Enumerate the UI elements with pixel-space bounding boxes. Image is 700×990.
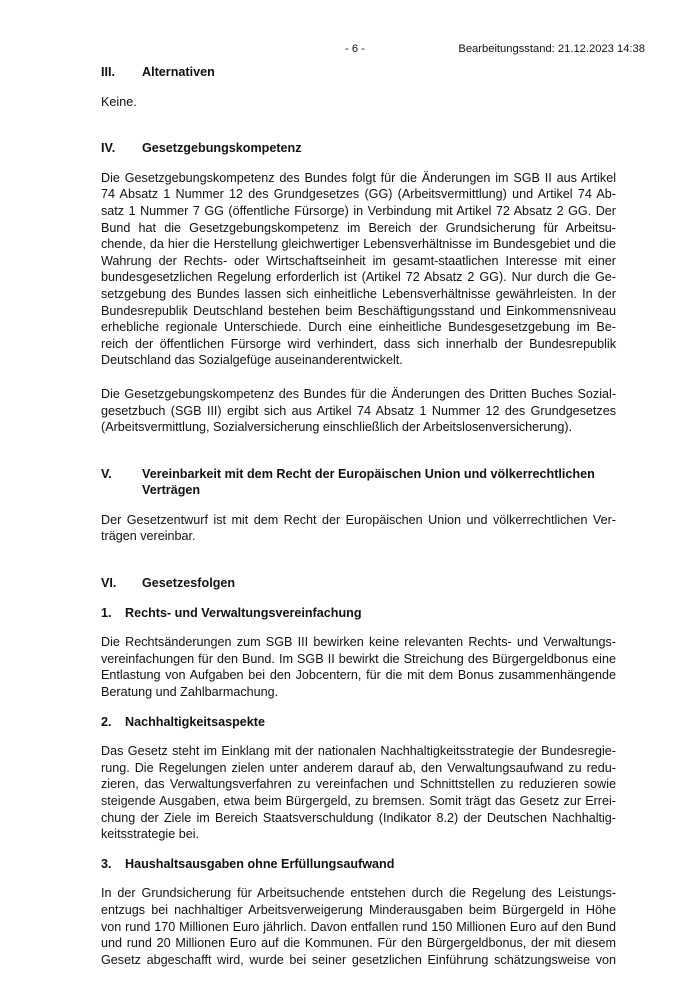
page-number: - 6 - xyxy=(345,43,365,55)
paragraph: Das Gesetz steht im Einklang mit der nationalen Nachhaltigkeitsstrategie der Bundesregie- rung. Die Regelungen zielen unter anderem darauf ab, den Verwaltungsaufwand zu redu- zieren, das Verwaltungsverfahren zu vereinfachen und Schnittstellen zu reduzieren sowie steigende Ausgaben, etwa beim Bürgergeld, zu bremsen. Somit trägt das Gesetz zur Errei- chung der Ziele im Bereich Staatsverschuldung (Indikator 8.2) der Deutschen Nachhaltig- keitsstrategie bei. xyxy=(101,744,616,842)
section-number: IV. xyxy=(101,141,116,156)
paragraph: Der Gesetzentwurf ist mit dem Recht der Europäischen Union und völkerrechtlichen Ver- trägen vereinbar. xyxy=(101,512,616,544)
edit-status: Bearbeitungsstand: 21.12.2023 14:38 xyxy=(458,43,645,55)
section-title: Alternativen xyxy=(142,65,215,79)
subsection-number: 1. xyxy=(101,605,112,620)
section-title: Gesetzgebungskompetenz xyxy=(142,141,302,156)
paragraph: Die Gesetzgebungskompetenz des Bundes folgt für die Änderungen im SGB II aus Artikel 74 Absatz 1 Nummer 12 des Grundgesetzes (GG) (Arbeitsvermittlung) und Artikel 74 Ab- satz 1 Nummer 7 GG (öffentliche Fürsorge) in Verbindung mit Artikel 72 Absatz 2 GG. Der Bund hat die Gesetzgebungskompetenz im Bereich der Grundsicherung für Arbeitsu- chende, da hier die Herstellung gleichwertiger Lebensverhältnisse im Bundesgebiet und die Wahrung der Rechts- oder Wirtschaftseinheit im gesamt-staatlichen Interesse mit einer bundesgesetzlichen Regelung erforderlich ist (Artikel 72 Absatz 2 GG). Nur durch die Ge- setzgebung des Bundes lassen sich einheitliche Lebensverhältnisse gewährleisten. In der Bundesrepublik Deutschland bestehen beim Beschäftigungsstand und Einkommensniveau erhebliche regionale Unterschiede. Durch eine einheitliche Bundesgesetzgebung im Be- reich der öffentlichen Fürsorge wird verhindert, dass sich innerhalb der Bundesrepublik Deutschland das Sozialgefüge auseinanderentwickelt. xyxy=(101,170,616,368)
subsection-heading-vereinfachung xyxy=(101,605,616,622)
page-header xyxy=(0,41,700,57)
section-heading-gesetzesfolgen xyxy=(101,575,616,592)
subsection-number: 2. xyxy=(101,714,112,729)
subsection-title: Haushaltsausgaben ohne Erfüllungsaufwand xyxy=(125,856,395,871)
section-title: Vereinbarkeit mit dem Recht der Europäischen Union und völkerrechtlichen Verträgen xyxy=(142,466,595,498)
subsection-title: Rechts- und Verwaltungsvereinfachung xyxy=(125,605,362,620)
section-number: V. xyxy=(101,466,112,481)
section-number: VI. xyxy=(101,576,117,591)
section-heading-alternativen xyxy=(101,64,616,81)
subsection-heading-nachhaltigkeit xyxy=(101,714,616,731)
subsection-number: 3. xyxy=(101,856,112,871)
document-body xyxy=(101,64,616,968)
paragraph: In der Grundsicherung für Arbeitsuchende entstehen durch die Regelung des Leistungs- entzugs bei nachhaltiger Arbeitsverweigerung Minderausgaben beim Bürgergeld in Höhe von rund 170 Millionen Euro jährlich. Davon entfallen rund 150 Millionen Euro auf den Bund und rund 20 Millionen Euro auf die Kommunen. Für den Bürgergeldbonus, der mit diesem Gesetz abgeschafft wird, wurde bei seiner gesetzlichen Einführung schätzungsweise von xyxy=(101,886,616,967)
subsection-heading-haushaltsausgaben xyxy=(101,856,616,873)
paragraph: Die Gesetzgebungskompetenz des Bundes für die Änderungen des Dritten Buches Sozial- gesetzbuch (SGB III) ergibt sich aus Artikel 74 Absatz 1 Nummer 12 des Grundgesetzes (Arbeitsvermittlung, Sozialversicherung einschließlich der Arbeitslosenversicherung). xyxy=(101,386,616,435)
section-heading-vereinbarkeit xyxy=(101,466,616,499)
paragraph: Die Rechtsänderungen zum SGB III bewirken keine relevanten Rechts- und Verwaltungs- vereinfachungen für den Bund. Im SGB II bewirkt die Streichung des Bürgergeldbonus eine Entlastung von Aufgaben bei den Jobcentern, für die mit dem Bonus zusammenhängende Beratung und Zahlbarmachung. xyxy=(101,635,616,700)
section-heading-kompetenz xyxy=(101,140,616,157)
subsection-title: Nachhaltigkeitsaspekte xyxy=(125,714,265,729)
paragraph: Keine. xyxy=(101,94,137,109)
section-number: III. xyxy=(101,65,115,79)
section-title: Gesetzesfolgen xyxy=(142,576,236,591)
